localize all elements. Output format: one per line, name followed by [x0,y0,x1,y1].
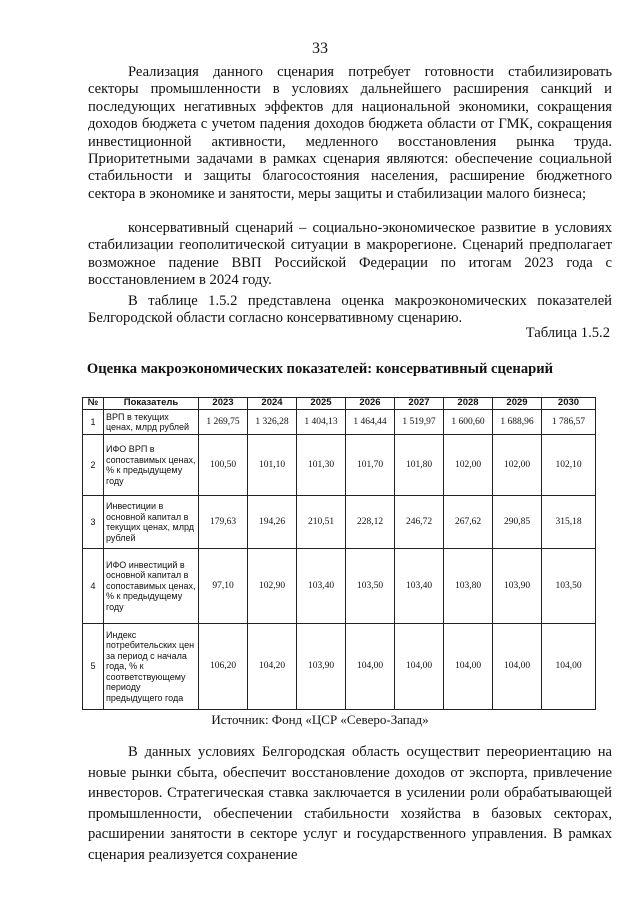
page-number: 33 [312,40,328,57]
row-value: 104,00 [395,624,444,710]
row-value: 103,40 [395,549,444,624]
paragraph-scenario-requirements: Реализация данного сценария потребует готовности стабилизировать секторы промышленности в условиях дальнейшего расширения санкций и последующих негативных эффектов для национальной экономики, сокращения доходов бюджета с учетом падения доходов бюджета области от ГМК, сокращения инвестиционной активности, медленного восстановления рынка труда. Приоритетными задачами в рамках сценария являются: обеспечение социальной стабильности и защиты благосостояния населения, расширение бюджетного сектора в экономике и занятости, меры защиты и стабилизации малого бизнеса; [88,64,612,202]
row-value: 103,80 [444,549,493,624]
table-row [83,435,596,496]
header-cell: 2029 [493,398,542,410]
row-indicator: ИФО ВРП в сопоставимых ценах, % к предыдущему году [104,435,199,496]
row-value: 103,40 [297,549,346,624]
paragraph-conservative-scenario: консервативный сценарий – социально-экономическое развитие в условиях стабилизации геополитической ситуации в макрорегионе. Сценарий предполагает возможное падение ВВП Российской Федерации по итогам 2023 года с восстановлением в 2024 году. [88,220,612,289]
header-cell: Показатель [104,398,199,410]
header-cell: 2030 [542,398,596,410]
row-value: 103,90 [493,549,542,624]
table-row [83,410,596,435]
row-value: 228,12 [346,496,395,549]
row-number: 4 [83,549,104,624]
row-value: 101,30 [297,435,346,496]
row-value: 104,00 [346,624,395,710]
table-header-row [83,398,596,410]
table-title: Оценка макроэкономических показателей: консервативный сценарий [86,361,554,377]
table-row [83,549,596,624]
table-row [83,624,596,710]
row-value: 103,90 [297,624,346,710]
row-value: 290,85 [493,496,542,549]
paragraph-table-reference: В таблице 1.5.2 представлена оценка макроэкономических показателей Белгородской области согласно консервативному сценарию. [88,293,612,327]
row-value: 1 464,44 [346,410,395,435]
row-value: 179,63 [199,496,248,549]
row-value: 102,90 [248,549,297,624]
row-number: 2 [83,435,104,496]
row-value: 104,00 [542,624,596,710]
row-value: 210,51 [297,496,346,549]
row-value: 103,50 [542,549,596,624]
row-value: 1 519,97 [395,410,444,435]
row-value: 102,00 [493,435,542,496]
row-indicator: Инвестиции в основной капитал в текущих ценах, млрд рублей [104,496,199,549]
row-value: 102,10 [542,435,596,496]
row-number: 3 [83,496,104,549]
header-cell: 2027 [395,398,444,410]
header-cell: 2026 [346,398,395,410]
row-number: 5 [83,624,104,710]
row-value: 1 688,96 [493,410,542,435]
macro-indicators-table [82,397,596,710]
row-value: 1 404,13 [297,410,346,435]
table-row [83,496,596,549]
row-value: 1 269,75 [199,410,248,435]
header-cell: 2023 [199,398,248,410]
row-value: 101,80 [395,435,444,496]
row-value: 101,10 [248,435,297,496]
row-indicator: ИФО инвестиций в основной капитал в сопоставимых ценах, % к предыдущему году [104,549,199,624]
row-value: 1 326,28 [248,410,297,435]
row-value: 104,20 [248,624,297,710]
row-value: 100,50 [199,435,248,496]
row-number: 1 [83,410,104,435]
row-value: 106,20 [199,624,248,710]
row-indicator: Индекс потребительских цен за период с начала года, % к соответствующему периоду предыдущего года [104,624,199,710]
row-value: 1 600,60 [444,410,493,435]
row-value: 1 786,57 [542,410,596,435]
row-value: 97,10 [199,549,248,624]
row-value: 104,00 [493,624,542,710]
table-label: Таблица 1.5.2 [525,325,610,341]
row-value: 101,70 [346,435,395,496]
row-value: 246,72 [395,496,444,549]
header-cell: № [83,398,104,410]
row-value: 267,62 [444,496,493,549]
row-value: 104,00 [444,624,493,710]
table-source: Источник: Фонд «ЦСР «Северо-Запад» [211,712,429,727]
header-cell: 2028 [444,398,493,410]
header-cell: 2025 [297,398,346,410]
header-cell: 2024 [248,398,297,410]
row-value: 315,18 [542,496,596,549]
row-value: 194,26 [248,496,297,549]
row-value: 102,00 [444,435,493,496]
paragraph-reorientation: В данных условиях Белгородская область осуществит переориентацию на новые рынки сбыта, обеспечит восстановление доходов от экспорта, привлечение инвесторов. Стратегическая ставка заключается в усилении роли обрабатывающей промышленности, обеспечении стабильности хозяйства в базовых секторах, расширении занятости в секторе услуг и государственного управления. В рамках сценария реализуется сохранение [88,744,612,863]
row-value: 103,50 [346,549,395,624]
row-indicator: ВРП в текущих ценах, млрд рублей [104,410,199,435]
